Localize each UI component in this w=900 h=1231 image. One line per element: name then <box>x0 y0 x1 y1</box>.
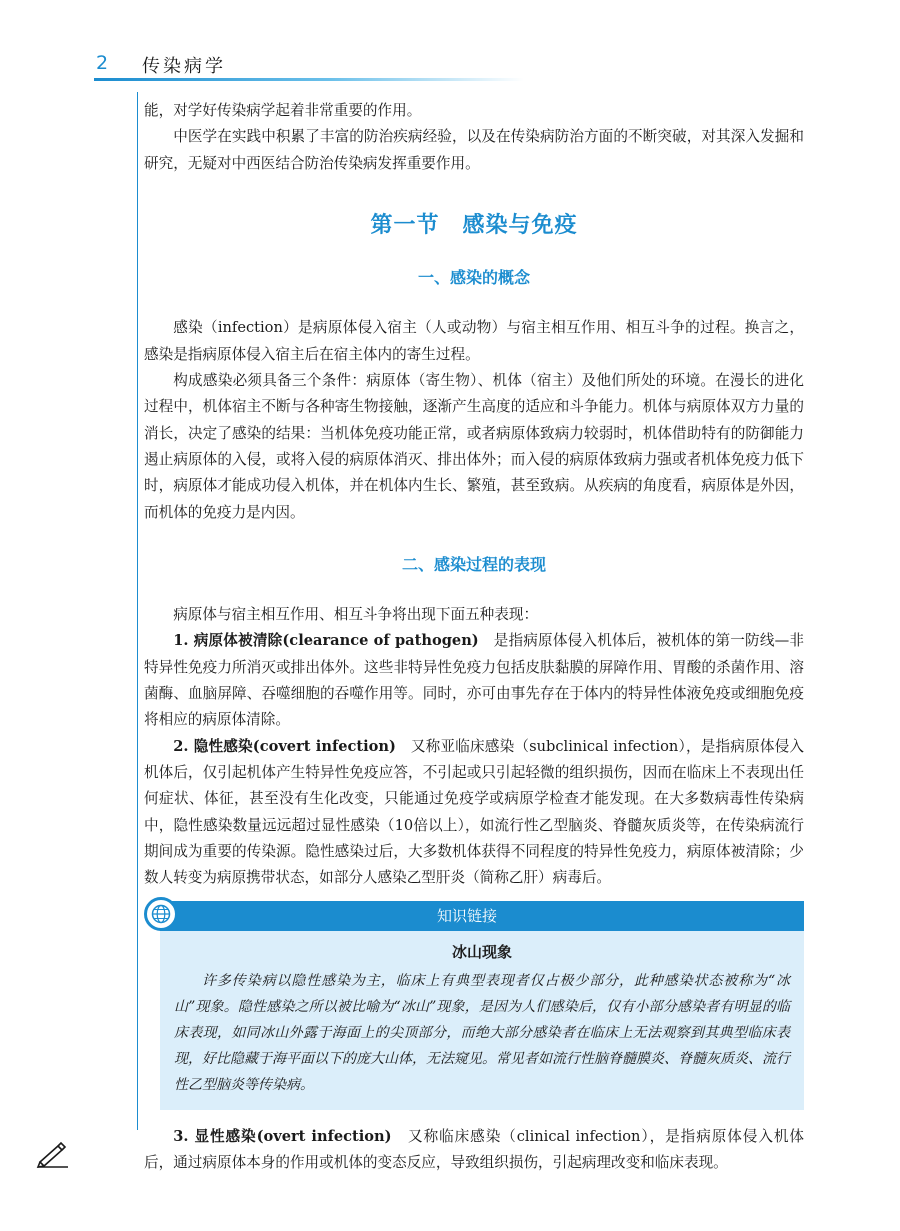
item-clearance-heading: 1. 病原体被清除(clearance of pathogen) <box>173 632 479 650</box>
knowledge-link-bar <box>160 901 804 931</box>
intro-paragraph-2: 中医学在实践中积累了丰富的防治疾病经验，以及在传染病防治方面的不断突破，对其深入发掘和研究，无疑对中西医结合防治传染病发挥重要作用。 <box>144 128 804 172</box>
item-clearance-text: 是指病原体侵入机体后，被机体的第一防线—非特异性免疫力所消灭或排出体外。这些非特异性免疫力包括皮肤黏膜的屏障作用、胃酸的杀菌作用、溶菌酶、血脑屏障、吞噬细胞的吞噬作用等。同时，亦可由事先存在于体内的特异性体液免疫或细胞免疫将相应的病原体清除。 <box>144 632 804 729</box>
page-content <box>144 98 804 1176</box>
pen-icon <box>36 1140 70 1172</box>
subsection-title-2: 二、感染过程的表现 <box>401 554 546 574</box>
item-covert-text: 又称亚临床感染（subclinical infection），是指病原体侵入机体后，仅引起机体产生特异性免疫应答，不引起或只引起轻微的组织损伤，因而在临床上不表现出任何症状、体征，甚至没有生化改变，只能通过免疫学或病原学检查才能发现。在大多数病毒性传染病中，隐性感染数量远远超过显性感染（10倍以上），如流行性乙型脑炎、脊髓灰质炎等，在传染病流行期间成为重要的传染源。隐性感染过后，大多数机体获得不同程度的特异性免疫力，病原体被清除；少数人转变为病原携带状态，如部分人感染乙型肝炎（简称乙肝）病毒后。 <box>144 737 804 887</box>
infection-conditions: 构成感染必须具备三个条件：病原体（寄生物）、机体（宿主）及他们所处的环境。在漫长的进化过程中，机体宿主不断与各种寄生物接触，逐渐产生高度的适应和斗争能力。机体与病原体双方力量的消长，决定了感染的结果：当机体免疫功能正常，或者病原体致病力较弱时，机体借助特有的防御能力遏止病原体的入侵，或将入侵的病原体消灭、排出体外；而入侵的病原体致病力强或者机体免疫力低下时，病原体才能成功侵入机体，并在机体内生长、繁殖，甚至致病。从疾病的角度看，病原体是外因，而机体的免疫力是内因。 <box>144 372 804 521</box>
infection-definition: 感染（infection）是病原体侵入宿主（人或动物）与宿主相互作用、相互斗争的过程。换言之，感染是指病原体侵入宿主后在宿主体内的寄生过程。 <box>144 319 804 363</box>
subsection-title-1: 一、感染的概念 <box>417 268 530 288</box>
page-header <box>0 0 900 90</box>
item-covert <box>144 734 804 892</box>
header-rule <box>94 78 524 81</box>
page-number: 2 <box>96 52 109 74</box>
knowledge-link-body <box>160 931 804 1109</box>
item-overt <box>144 1124 804 1177</box>
section-title: 第一节 感染与免疫 <box>370 212 578 238</box>
manifestations-intro: 病原体与宿主相互作用、相互斗争将出现下面五种表现： <box>173 606 539 624</box>
item-overt-text: 又称临床感染（clinical infection），是指病原体侵入机体后，通过病原体本身的作用或机体的变态反应，导致组织损伤，引起病理改变和临床表现。 <box>144 1127 804 1172</box>
book-title: 传染病学 <box>142 56 226 77</box>
knowledge-link-label: 知识链接 <box>436 907 497 926</box>
margin-rule <box>137 92 138 1130</box>
knowledge-link-box <box>144 901 804 1109</box>
item-overt-heading: 3. 显性感染(overt infection) <box>173 1127 392 1145</box>
intro-paragraph-1: 能，对学好传染病学起着非常重要的作用。 <box>144 102 422 119</box>
item-covert-heading: 2. 隐性感染(covert infection) <box>173 737 396 755</box>
item-clearance <box>144 628 804 733</box>
knowledge-link-text: 许多传染病以隐性感染为主，临床上有典型表现者仅占极少部分，此种感染状态被称为“冰山”现象。隐性感染之所以被比喻为“冰山”现象，是因为人们感染后，仅有小部分感染者有明显的临床表现，如同冰山外露于海面上的尖顶部分，而绝大部分感染者在临床上无法观察到其典型临床表现，好比隐藏于海平面以下的庞大山体，无法窥见。常见者如流行性脑脊髓膜炎、脊髓灰质炎、流行性乙型脑炎等传染病。 <box>174 972 790 1093</box>
knowledge-link-title: 冰山现象 <box>451 943 512 962</box>
